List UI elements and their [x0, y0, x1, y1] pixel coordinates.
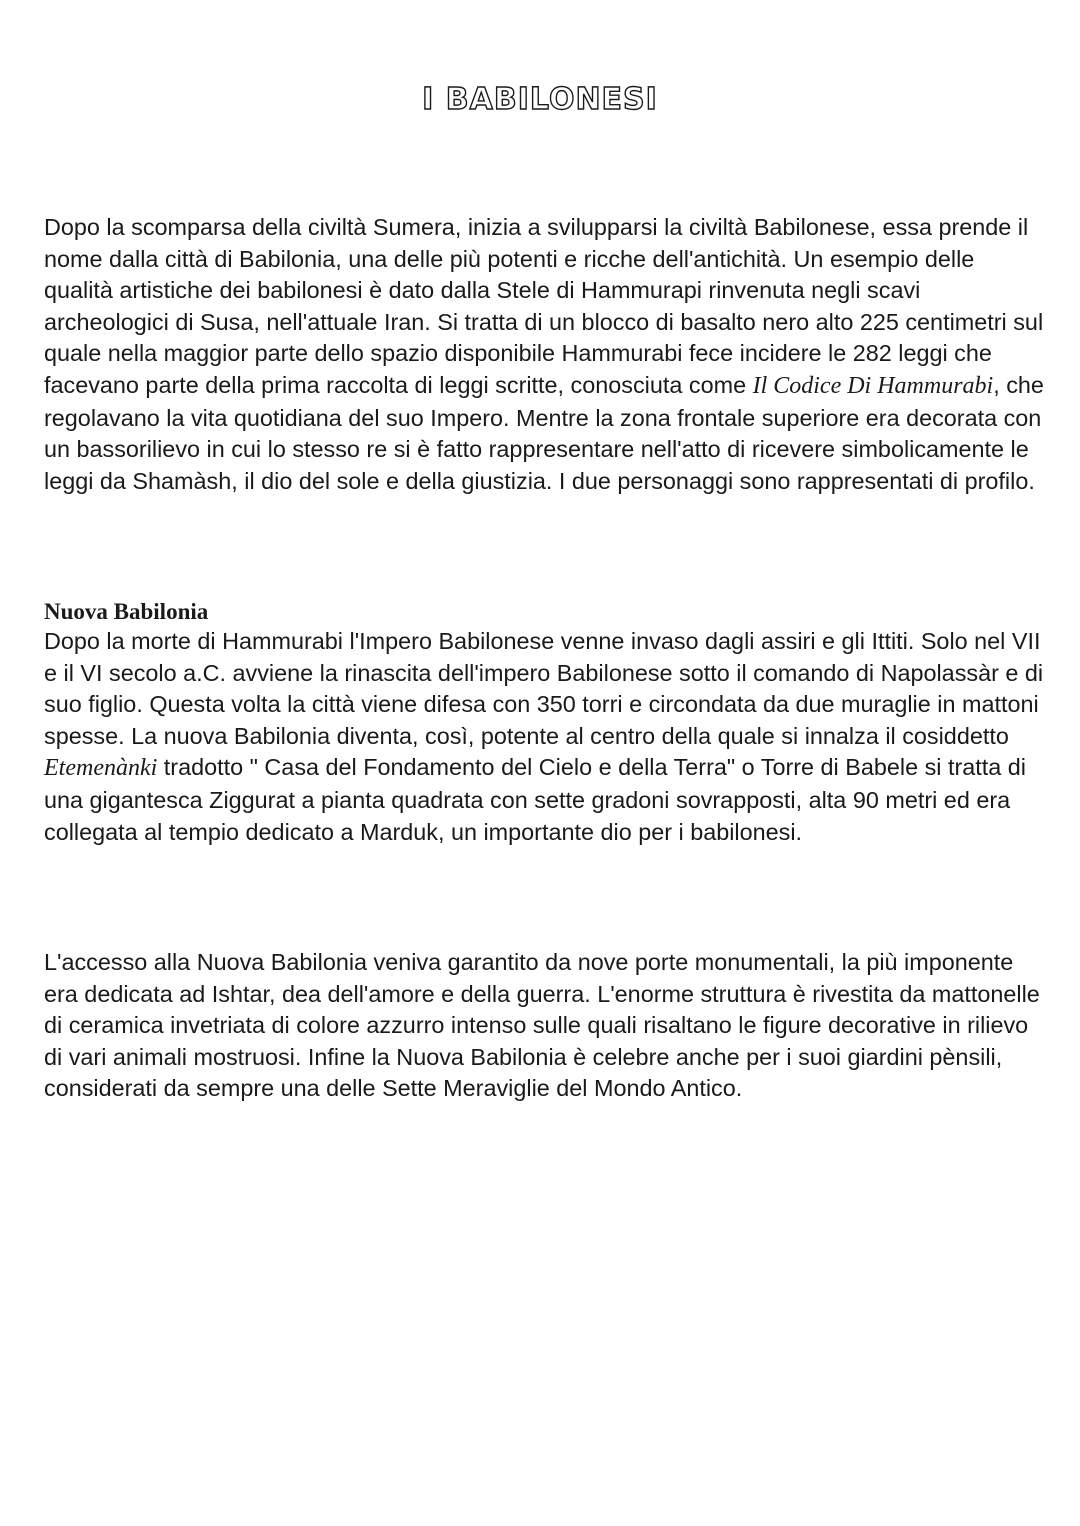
nuova-babilonia-text-end: tradotto " Casa del Fondamento del Cielo e della Terra" o Torre di Babele si tratta di una gigantesca Ziggurat a pianta quadrata con sette gradoni sovrapposti, alta 90 metri ed era collegata al tempio dedicato a Marduk, un importante dio per i babilonesi.	[44, 754, 1026, 845]
code-of-hammurabi-italic: Il Codice Di Hammurabi	[752, 372, 994, 399]
intro-paragraph	[44, 212, 1044, 497]
nuova-babilonia-paragraph	[44, 626, 1044, 848]
nuova-babilonia-text-start: Dopo la morte di Hammurabi l'Impero Babilonese venne invaso dagli assiri e gli Ittiti. Solo nel VII e il VI secolo a.C. avviene la rinascita dell'impero Babilonese sotto il comando di Napolassàr e di suo figlio. Questa volta la città viene difesa con 350 torri e circondata da due muraglie in mattoni spesse. La nuova Babilonia diventa, così, potente al centro della quale si innalza il cosiddetto	[44, 628, 1044, 749]
page-title: I BABILONESI	[422, 82, 658, 117]
intro-text-start: Dopo la scomparsa della civiltà Sumera, inizia a svilupparsi la civiltà Babilonese, essa prende il nome dalla città di Babilonia, una delle più potenti e ricche dell'antichità. Un esempio delle qualità artistiche dei babilonesi è dato dalla Stele di Hammurapi rinvenuta negli scavi archeologici di Susa, nell'attuale Iran. Si tratta di un blocco di basalto nero alto 225 centimetri sul quale nella maggior parte dello spazio disponibile Hammurabi fece incidere le 282 leggi che facevano parte della prima raccolta di leggi scritte, conosciuta come	[44, 214, 1044, 398]
etemenanki-italic: Etemenànki	[44, 755, 158, 782]
section-heading-nuova-babilonia: Nuova Babilonia	[44, 599, 209, 624]
intro-text-end: , che regolavano la vita quotidiana del suo Impero. Mentre la zona frontale superiore era decorata con un bassorilievo in cui lo stesso re si è fatto rappresentare nell'atto di ricevere simbolicamente le leggi da Shamàsh, il dio del sole e della giustizia. I due personaggi sono rappresentati di profilo.	[44, 371, 1044, 494]
ishtar-gate-paragraph: L'accesso alla Nuova Babilonia veniva garantito da nove porte monumentali, la più imponente era dedicata ad Ishtar, dea dell'amore e della guerra. L'enorme struttura è rivestita da mattonelle di ceramica invetriata di colore azzurro intenso sulle quali risaltano le figure decorative in rilievo di vari animali mostruosi. Infine la Nuova Babilonia è celebre anche per i suoi giardini pènsili, considerati da sempre una delle Sette Meraviglie del Mondo Antico.	[44, 949, 1040, 1102]
